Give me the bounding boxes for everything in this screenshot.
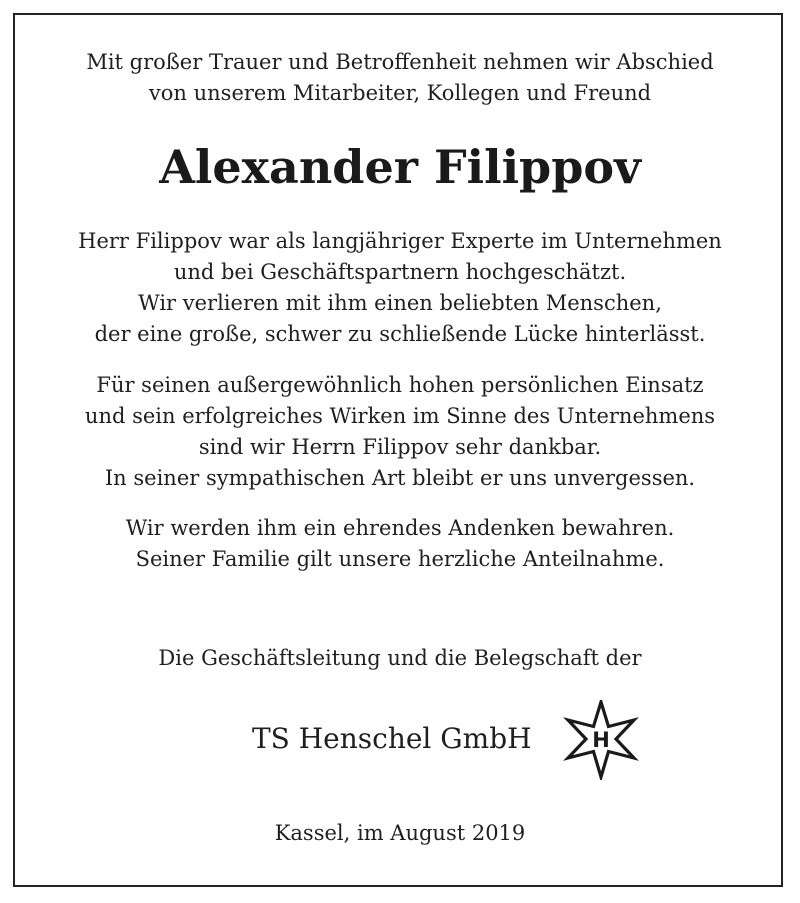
paragraph-gratitude	[0, 370, 800, 494]
henschel-star-logo-icon	[563, 700, 639, 780]
intro-line: Mit großer Trauer und Betroffenheit nehmen wir Abschied	[86, 50, 714, 74]
paragraph-line: Wir verlieren mit ihm einen beliebten Menschen,	[138, 291, 662, 315]
logo-letter: H	[592, 728, 610, 752]
paragraph-condolence	[0, 513, 800, 575]
intro-text	[0, 47, 800, 109]
paragraph-line: sind wir Herrn Filippov sehr dankbar.	[198, 435, 602, 459]
paragraph-line: und bei Geschäftspartnern hochgeschätzt.	[173, 260, 627, 284]
paragraph-line: und sein erfolgreiches Wirken im Sinne des Unternehmens	[84, 404, 716, 428]
company-signature	[0, 700, 800, 780]
paragraph-line: Wir werden ihm ein ehrendes Andenken bewahren.	[125, 516, 675, 540]
paragraph-line: der eine große, schwer zu schließende Lücke hinterlässt.	[94, 322, 706, 346]
place-and-date: Kassel, im August 2019	[274, 821, 526, 845]
deceased-name: Alexander Filippov	[159, 140, 641, 194]
paragraph-line: Für seinen außergewöhnlich hohen persönlichen Einsatz	[96, 373, 704, 397]
paragraph-line: Herr Filippov war als langjähriger Experte im Unternehmen	[78, 229, 722, 253]
intro-line: von unserem Mitarbeiter, Kollegen und Freund	[148, 81, 652, 105]
paragraph-tribute	[0, 226, 800, 350]
signatory-line: Die Geschäftsleitung und die Belegschaft der	[158, 646, 642, 670]
company-name: TS Henschel GmbH	[252, 722, 532, 755]
paragraph-line: In seiner sympathischen Art bleibt er uns unvergessen.	[104, 466, 696, 490]
paragraph-line: Seiner Familie gilt unsere herzliche Anteilnahme.	[135, 547, 665, 571]
